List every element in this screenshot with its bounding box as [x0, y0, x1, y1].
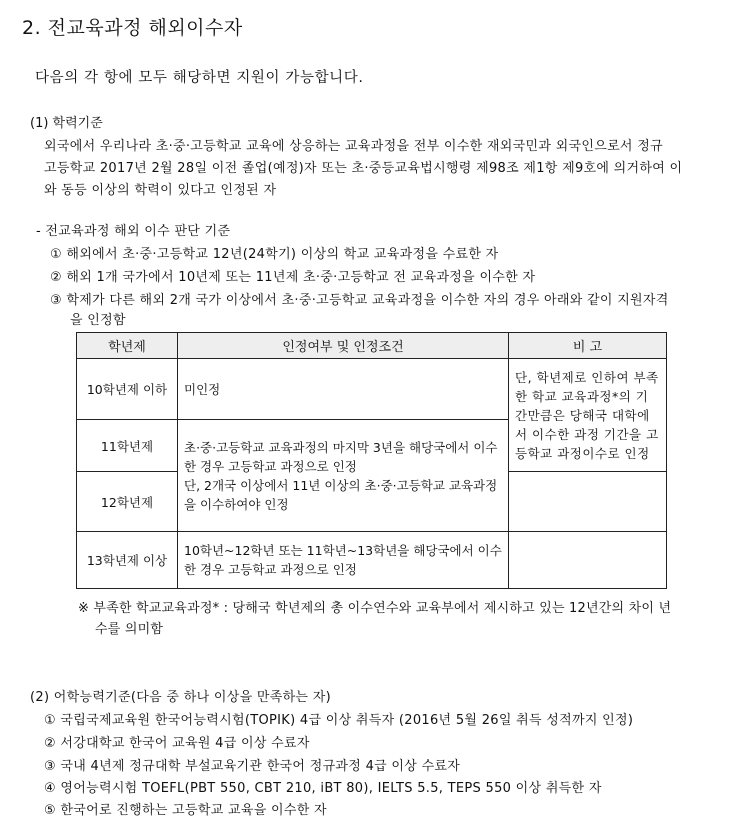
condition-cell: 미인정	[178, 359, 509, 420]
condition-cell: 10학년~12학년 또는 11학년~13학년을 해당국에서 이수한 경우 고등학교 과정으로 인정	[178, 532, 509, 589]
grade-cell: 10학년제 이하	[77, 359, 178, 420]
section1-body-line: 고등학교 2017년 2월 28일 이전 졸업(예정)자 또는 초·중등교육법시행령 제98조 제1항 제9호에 의거하여 이	[44, 161, 683, 176]
grade-cell: 13학년제 이상	[77, 532, 178, 589]
language-item: ② 서강대학교 한국어 교육원 4급 이상 수료자	[44, 736, 310, 751]
table-header: 학년제	[77, 333, 178, 359]
grade-cell: 11학년제	[77, 420, 178, 472]
table-header: 비 고	[509, 333, 667, 359]
table-header-row	[77, 333, 667, 359]
page-title: 2. 전교육과정 해외이수자	[22, 17, 243, 39]
language-item: ⑤ 한국어로 진행하는 고등학교 교육을 이수한 자	[44, 803, 327, 818]
section1-heading: (1) 학력기준	[30, 116, 103, 131]
table-row	[77, 532, 667, 589]
grade-cell: 12학년제	[77, 472, 178, 532]
section1-body-line: 외국에서 우리나라 초·중·고등학교 교육에 상응하는 교육과정을 전부 이수한 재외국민과 외국인으로서 정규	[44, 139, 663, 154]
footnote: ※ 부족한 학교교육과정* : 당해국 학년제의 총 이수연수와 교육부에서 제시하고 있는 12년간의 차이 년	[78, 601, 672, 616]
language-item: ① 국립국제교육원 한국어능력시험(TOPIK) 4급 이상 취득자 (2016년 5월 26일 취득 성적까지 인정)	[44, 713, 634, 728]
condition-note: 단, 2개국 이상에서 11년 이상의 초·중·고등학교 교육과정을 이수하여야 인정	[184, 477, 498, 512]
intro-text: 다음의 각 항에 모두 해당하면 지원이 가능합니다.	[35, 70, 364, 86]
criteria-item: ① 해외에서 초·중·고등학교 12년(24학기) 이상의 학교 교육과정을 수료한 자	[50, 247, 499, 262]
remark-cell: 단, 학년제로 인하여 부족한 학교 교육과정*의 기간만큼은 당해국 대학에서 이수한 과정 기간을 고등학교 과정이수로 인정	[509, 359, 667, 472]
criteria-item-cont: 을 인정함	[70, 313, 126, 328]
footnote-cont: 수를 의미함	[95, 622, 164, 637]
condition-text: 초·중·고등학교 교육과정의 마지막 3년을 해당국에서 이수한 경우 고등학교 과정으로 인정	[184, 439, 498, 474]
remark-cell-empty	[509, 532, 667, 589]
language-item: ④ 영어능력시험 TOEFL(PBT 550, CBT 210, iBT 80), IELTS 5.5, TEPS 550 이상 취득한 자	[44, 781, 602, 796]
remark-cell-empty	[509, 472, 667, 532]
criteria-item: ③ 학제가 다른 해외 2개 국가 이상에서 초·중·고등학교 교육과정을 이수한 자의 경우 아래와 같이 지원자격	[50, 293, 669, 308]
table-header: 인정여부 및 인정조건	[178, 333, 509, 359]
section2-heading: (2) 어학능력기준(다음 중 하나 이상을 만족하는 자)	[30, 690, 331, 705]
criteria-item: ② 해외 1개 국가에서 10년제 또는 11년제 초·중·고등학교 전 교육과정을 이수한 자	[50, 270, 536, 285]
condition-cell	[178, 420, 509, 532]
table-row	[77, 359, 667, 420]
section1-body-line: 와 동등 이상의 학력이 있다고 인정된 자	[44, 183, 277, 198]
language-item: ③ 국내 4년제 정규대학 부설교육기관 한국어 정규과정 4급 이상 수료자	[44, 759, 461, 774]
criteria-heading: - 전교육과정 해외 이수 판단 기준	[36, 224, 231, 239]
criteria-table	[76, 332, 667, 589]
